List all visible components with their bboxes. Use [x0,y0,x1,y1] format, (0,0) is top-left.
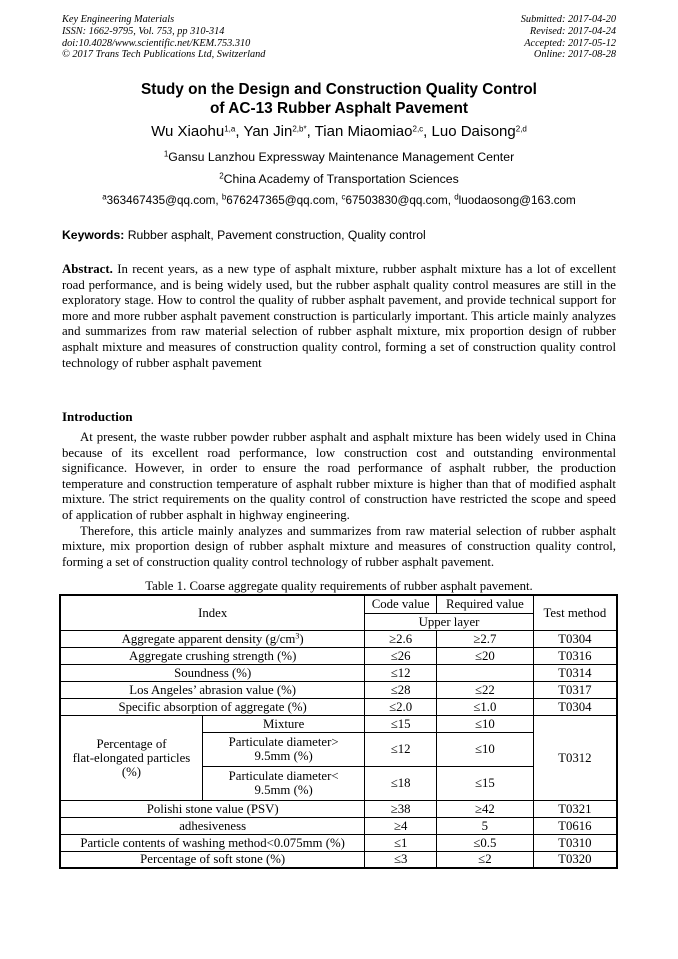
header-index: Index [60,595,365,630]
publication-dates [521,14,616,61]
row-required-value: ≤20 [437,647,534,664]
author-separator: , [235,123,244,140]
introduction-body [62,430,616,570]
revised-date: Revised: 2017-04-24 [529,25,616,37]
table-row [60,800,617,817]
flat-label-line: flat-elongated particles [72,750,191,765]
flat-subrow-label: Mixture [202,715,364,732]
header-code-value: Code value [365,595,437,613]
flat-subrow-label [202,732,364,766]
index-tail: ) [299,631,304,646]
email-mark: a [102,192,107,202]
row-index: Los Angeles’ abrasion value (%) [60,681,365,698]
table-row [60,647,617,664]
author-name: Luo Daisong [431,123,516,140]
row-required-value: ≤22 [437,681,534,698]
abstract-text: In recent years, as a new type of asphalt mixture, rubber asphalt mixture has a lot of excellent road performance, and is being widely used, but the rubber asphalt quality control measures are still in the exploratory stage. How to control the quality of rubber asphalt pavement, and provide technical support for more and more rubber asphalt pavement construction is particularly important. This article mainly analyzes and summarizes from raw material selection of rubber asphalt mixture, mix proportion design of rubber asphalt mixture and measures of construction quality control, forming a set of construction quality control technology of rubber asphalt pavement [62,262,616,370]
author-separator: , [306,123,315,140]
author-affiliation-mark: 2,b* [292,124,307,134]
email-mark: d [454,192,459,202]
row-required-value: ≤10 [437,732,534,766]
index-text: Aggregate apparent density (g/cm [121,631,296,646]
table-row [60,664,617,681]
affiliation-1 [62,150,616,165]
row-code-value: ≤2.0 [365,698,437,715]
row-required-value: ≤10 [437,715,534,732]
email-link[interactable]: 676247365@qq.com [226,194,335,207]
row-code-value: ≤3 [365,851,437,868]
keywords-label: Keywords: [62,228,125,242]
table-row [60,681,617,698]
author-affiliation-mark: 1,a [224,124,236,134]
row-index: Particle contents of washing method<0.075mm (%) [60,834,365,851]
header-test-method: Test method [533,595,617,630]
journal-info [62,14,265,61]
email-separator: , [335,194,342,207]
row-required-value: ≤0.5 [437,834,534,851]
sub-label-line: 9.5mm (%) [254,783,313,797]
flat-subrow-label [202,766,364,800]
journal-name: Key Engineering Materials [62,14,175,25]
row-required-value: 5 [437,817,534,834]
flat-label-line: (%) [121,764,142,779]
row-index: adhesiveness [60,817,365,834]
row-index: Polishi stone value (PSV) [60,800,365,817]
sub-label-line: 9.5mm (%) [254,749,313,763]
row-required-value: ≤1.0 [437,698,534,715]
affiliation-text: Gansu Lanzhou Expressway Maintenance Management Center [168,150,515,164]
row-index: Percentage of soft stone (%) [60,851,365,868]
row-code-value: ≤1 [365,834,437,851]
accepted-date: Accepted: 2017-05-12 [524,37,616,49]
row-test-method: T0321 [533,800,617,817]
row-test-method: T0616 [533,817,617,834]
doi: doi:10.4028/www.scientific.net/KEM.753.310 [62,37,251,49]
table-row [60,698,617,715]
copyright: © 2017 Trans Tech Publications Ltd, Switzerland [62,49,266,61]
header-required-value: Required value [437,595,534,613]
table-header-row [60,595,617,613]
row-required-value [437,664,534,681]
row-test-method: T0317 [533,681,617,698]
sub-label-line: Particulate diameter< [228,769,339,783]
row-test-method: T0320 [533,851,617,868]
table-caption: Table 1. Coarse aggregate quality requirements of rubber asphalt pavement. [145,579,533,593]
row-test-method: T0316 [533,647,617,664]
affiliation-mark: 1 [163,149,169,159]
row-required-value: ≤2 [437,851,534,868]
index-superscript: 3 [295,631,300,641]
row-code-value: ≤15 [365,715,437,732]
keywords-text: Rubber asphalt, Pavement construction, Quality control [124,228,426,242]
flat-label-line: Percentage of [96,736,167,751]
email-separator: , [447,194,455,207]
flat-elongated-label [60,715,202,800]
row-required-value: ≥42 [437,800,534,817]
issn: ISSN: 1662-9795, Vol. 753, pp 310-314 [62,25,225,37]
row-code-value: ≤26 [365,647,437,664]
intro-paragraph-1: At present, the waste rubber powder rubber asphalt and asphalt mixture has been widely used in China because of its excellent road performance, low construction cost and outstanding environmental significance. However, in order to ensure the road performance of asphalt rubber, the production temperature and construction temperature of asphalt rubber mixture is higher than that of modified asphalt mixture. The strict requirements on the quality control of construction have restricted the scope and speed of application of rubber asphalt in highway engineering. [62,430,616,522]
intro-paragraph-2: Therefore, this article mainly analyzes and summarizes from raw material selection of rubber asphalt mixture, mix proportion design of rubber asphalt mixture and measures of construction quality control, forming a set of construction quality control technology of rubber asphalt pavement. [62,523,616,569]
row-index [60,630,365,647]
row-code-value: ≤18 [365,766,437,800]
email-link[interactable]: luodaosong@163.com [458,194,576,207]
row-code-value: ≥2.6 [365,630,437,647]
abstract-label: Abstract. [62,262,113,276]
row-code-value: ≥4 [365,817,437,834]
author-name: Tian Miaomiao [314,123,413,140]
email-mark: c [341,192,346,202]
abstract [62,262,616,371]
email-separator: , [215,194,222,207]
submitted-date: Submitted: 2017-04-20 [520,14,616,25]
table-row [60,630,617,647]
author-affiliation-mark: 2,d [515,124,527,134]
row-code-value: ≤28 [365,681,437,698]
table-row [60,817,617,834]
row-test-method: T0312 [533,715,617,800]
section-heading-introduction: Introduction [62,409,133,424]
sub-label-line: Particulate diameter> [228,735,339,749]
email-link[interactable]: 363467435@qq.com [106,194,216,207]
row-required-value: ≥2.7 [437,630,534,647]
row-test-method: T0314 [533,664,617,681]
table-row [60,715,617,732]
email-list [62,193,616,208]
title-line-2: of AC-13 Rubber Asphalt Pavement [210,100,468,117]
affiliation-mark: 2 [219,171,224,181]
keywords [62,228,616,243]
author-affiliation-mark: 2,c [412,124,424,134]
row-test-method: T0304 [533,630,617,647]
title-line-1: Study on the Design and Construction Quality Control [141,81,537,98]
coarse-aggregate-table [59,594,618,869]
row-index: Specific absorption of aggregate (%) [60,698,365,715]
author-name: Yan Jin [243,123,293,140]
row-code-value: ≥38 [365,800,437,817]
row-index: Aggregate crushing strength (%) [60,647,365,664]
row-required-value: ≤15 [437,766,534,800]
row-test-method: T0304 [533,698,617,715]
row-index: Soundness (%) [60,664,365,681]
row-code-value: ≤12 [365,664,437,681]
paper-title [62,80,616,118]
row-code-value: ≤12 [365,732,437,766]
author-separator: , [423,123,432,140]
table-row [60,834,617,851]
author-name: Wu Xiaohu [151,123,225,140]
affiliation-text: China Academy of Transportation Sciences [223,172,459,186]
author-list [62,123,616,141]
online-date: Online: 2017-08-28 [533,49,616,61]
affiliation-2 [62,172,616,187]
header-upper-layer: Upper layer [365,613,533,630]
email-link[interactable]: 67503830@qq.com [345,194,448,207]
row-test-method: T0310 [533,834,617,851]
table-row [60,851,617,868]
email-mark: b [221,192,227,202]
